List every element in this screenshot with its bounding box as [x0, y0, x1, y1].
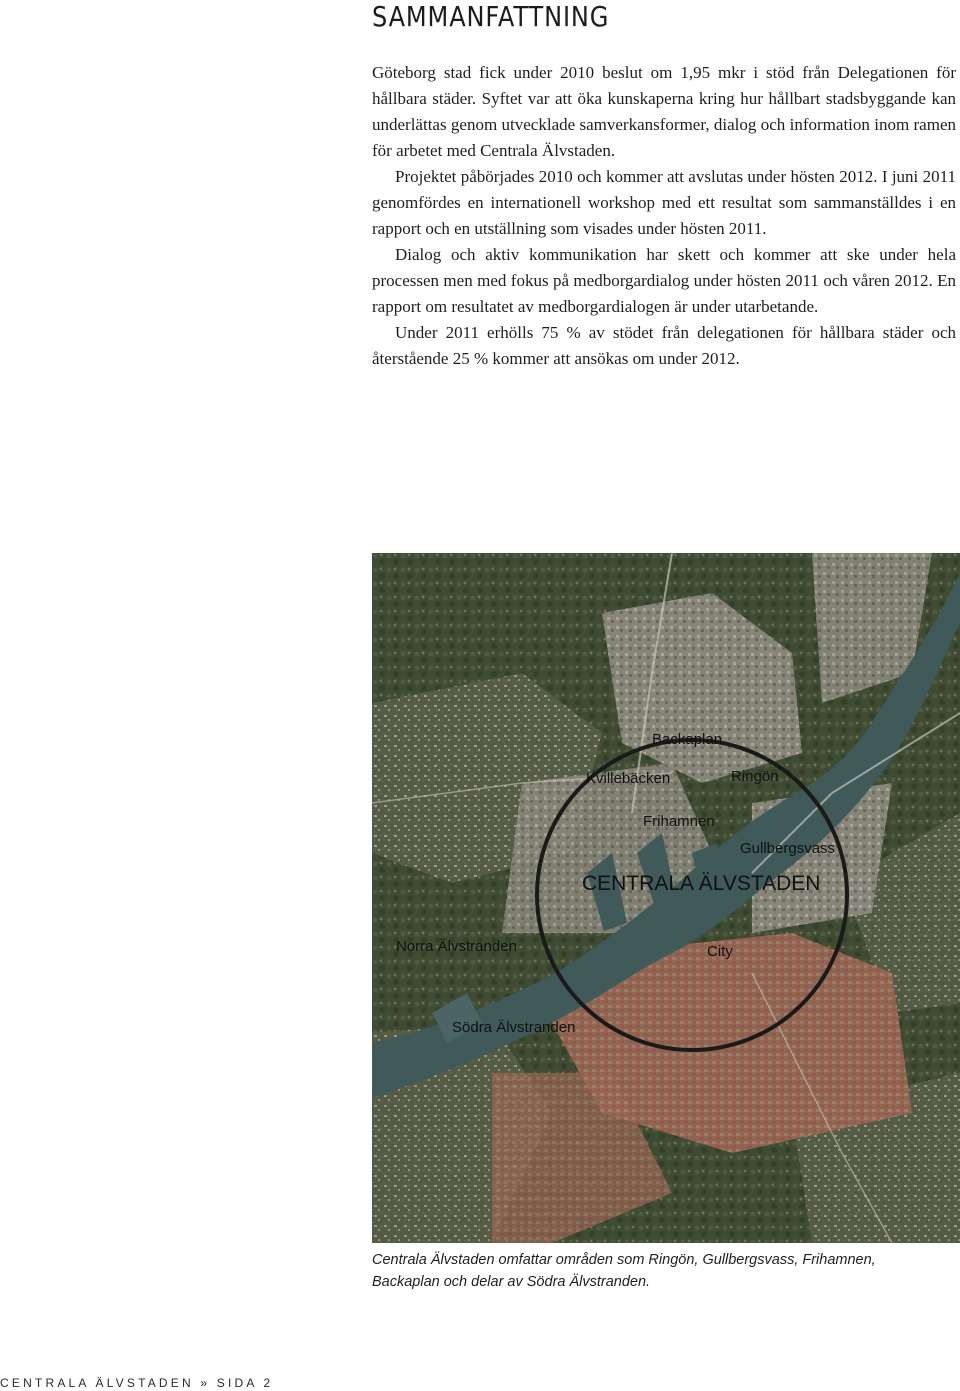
label-norra-alvstranden: Norra Älvstranden [396, 938, 517, 955]
summary-text [372, 60, 956, 372]
label-gullbergsvass: Gullbergsvass [740, 840, 836, 857]
label-backaplan: Backaplan [652, 731, 723, 748]
label-kvillebacken: Kvillebäcken [586, 770, 671, 787]
label-ringon: Ringön [731, 768, 779, 785]
paragraph-4: Under 2011 erhölls 75 % av stödet från delegationen för hållbara städer och återstående 25 % kommer att ansökas om under 2012. [372, 323, 956, 368]
paragraph-2: Projektet påbörjades 2010 och kommer att avslutas under hösten 2012. I juni 2011 genomfördes en internationell workshop med ett resultat som sammanställdes i en rapport och en utställning som visades under hösten 2011. [372, 167, 956, 238]
paragraph-3: Dialog och aktiv kommunikation har skett och kommer att ske under hela processen men med fokus på medborgardialog under hösten 2011 och våren 2012. En rapport om resultatet av medborgardialogen är under utarbetande. [372, 245, 956, 316]
map-caption: Centrala Älvstaden omfattar områden som Ringön, Gullbergsvass, Frihamnen, Backaplan och delar av Södra Älvstranden. [372, 1252, 876, 1290]
aerial-map [372, 553, 960, 1243]
paragraph-1: Göteborg stad fick under 2010 beslut om 1,95 mkr i stöd från Delegationen för hållbara städer. Syftet var att öka kunskaperna kring hur hållbart stadsbyggande kan underlättas genom utvecklade samverkansformer, dialog och information inom ramen för arbetet med Centrala Älvstaden. [372, 63, 956, 160]
label-city: City [707, 943, 733, 960]
label-centrala-alvstaden: CENTRALA ÄLVSTADEN [582, 872, 821, 895]
aerial-map-svg [372, 553, 960, 1243]
label-sodra-alvstranden: Södra Älvstranden [452, 1019, 576, 1036]
page-heading: SAMMANFATTNING [372, 0, 610, 33]
page-footer: CENTRALA ÄLVSTADEN » SIDA 2 [0, 1376, 274, 1390]
label-frihamnen: Frihamnen [643, 813, 715, 830]
